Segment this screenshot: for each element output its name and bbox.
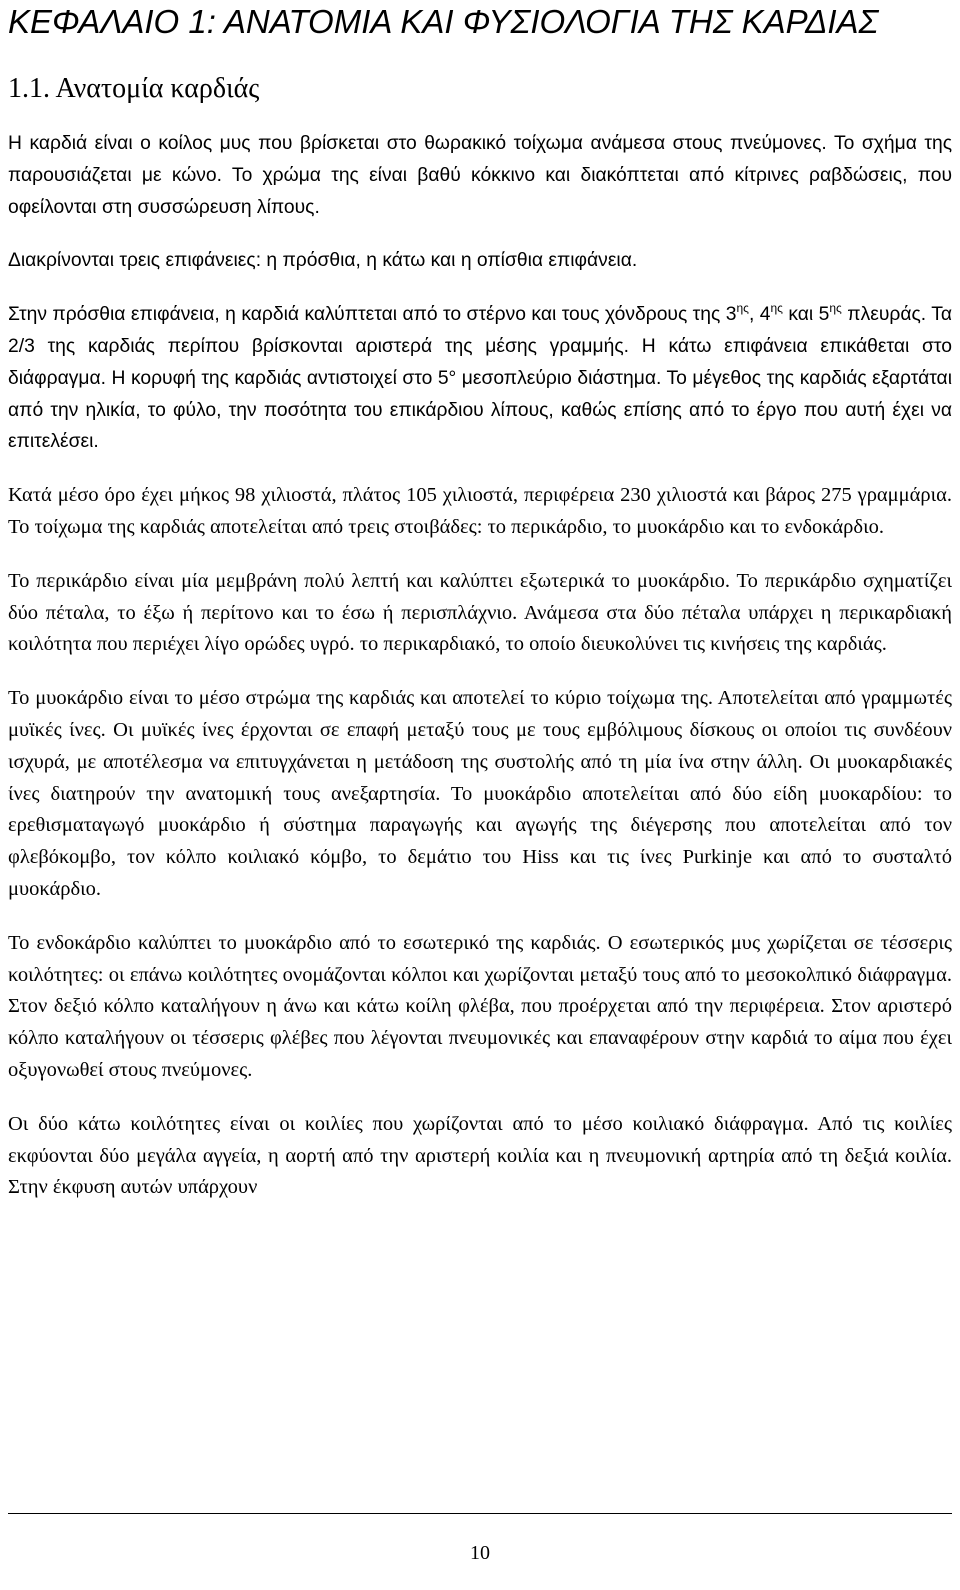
- paragraph-endocardium: Το ενδοκάρδιο καλύπτει το μυοκάρδιο από το εσωτερικό της καρδιάς. Ο εσωτερικός μυς χωρίζεται σε τέσσερις κοιλότητες: οι επάνω κοιλότητες ονομάζονται κόλποι και χωρίζονται μεταξύ τους από το μεσοκολπικό διάφραγμα. Στον δεξιό κόλπο καταλήγουν η άνω και κάτω κοίλη φλέβα, που προέρχεται από την περιφέρεια. Στον αριστερό κόλπο καταλήγουν οι τέσσερις φλέβες που λέγονται πνευμονικές και επαναφέρουν στην καρδιά το αίμα που έχει οξυγονωθεί στους πνεύμονες.: [8, 931, 952, 1081]
- p3-text-d: πλευράς. Τα 2/3 της καρδιάς περίπου βρίσκονται αριστερά της μέσης γραμμής. Η κάτω επιφάνεια επικάθεται στο διάφραγμα. Η κορυφή της καρδιάς αντιστοιχεί στο 5° μεσοπλεύριο διάστημα. Το μέγεθος της καρδιάς εξαρτάται από την ηλικία, το φύλο, την ποσότητα του επικάρδιου λίπους, καθώς επίσης από το έργο που αυτή έχει να επιτελέσει.: [8, 304, 953, 453]
- paragraph-myocardium: Το μυοκάρδιο είναι το μέσο στρώμα της καρδιάς και αποτελεί το κύριο τοίχωμα της. Αποτελείται από γραμμωτές μυϊκές ίνες. Οι μυϊκές ίνες έρχονται σε επαφή μεταξύ τους με τους εμβόλιμους δίσκους οι οποίοι τις συνδέουν ισχυρά, με αποτέλεσμα να επιτυγχάνεται η μετάδοση της συστολής από τη μία ίνα στην άλλη. Οι μυοκαρδιακές ίνες διατηρούν την ανατομική τους ανεξαρτησία. Το μυοκάρδιο αποτελείται από δύο είδη μυοκαρδίου: το ερεθισματαγωγό μυοκάρδιο ή σύστημα παραγωγής και αγωγής της διέγερσης που αποτελείται από τον φλεβόκομβο, τον κόλπο κοιλιακό κόμβο, το δεμάτιο του Hiss και τις ίνες Purkinje και από το συσταλτό μυοκάρδιο.: [8, 687, 952, 900]
- paragraph-intro: Η καρδιά είναι ο κοίλος μυς που βρίσκεται στο θωρακικό τοίχωμα ανάμεσα στους πνεύμονες. Το σχήμα της παρουσιάζεται με κώνο. Το χρώμα της είναι βαθύ κόκκινο και διακόπτεται από κίτρινες ραβδώσεις, που οφείλονται στη συσσώρευση λίπους.: [8, 133, 952, 218]
- paragraph-surfaces: Διακρίνονται τρεις επιφάνειες: η πρόσθια, η κάτω και η οπίσθια επιφάνεια.: [8, 250, 638, 272]
- footer-divider: [8, 1513, 952, 1514]
- p3-text-b: , 4: [748, 304, 771, 326]
- paragraph-anterior-surface: [8, 299, 952, 458]
- paragraph-ventricles: Οι δύο κάτω κοιλότητες είναι οι κοιλίες που χωρίζονται από το μέσο κοιλιακό διάφραγμα. Από τις κοιλίες εκφύονται δύο μεγάλα αγγεία, η αορτή από την αριστερή κοιλία και η πνευμονική αρτηρία από τη δεξιά κοιλία. Στην έκφυση αυτών υπάρχουν: [8, 1112, 952, 1199]
- section-heading: 1.1. Ανατομία καρδιάς: [8, 73, 260, 104]
- ordinal-superscript: ης: [770, 301, 783, 316]
- document-page: [8, 0, 952, 1226]
- paragraph-pericardium: Το περικάρδιο είναι μία μεμβράνη πολύ λεπτή και καλύπτει εξωτερικά το μυοκάρδιο. Το περικάρδιο σχηματίζει δύο πέταλα, το έξω ή περίτονο και το έσω ή περισπλάχνιο. Ανάμεσα στα δύο πέταλα υπάρχει η περικαρδιακή κοιλότητα που περιέχει λίγο ορώδες υγρό. το περικαρδιακό, το οποίο διευκολύνει τις κινήσεις της καρδιάς.: [8, 569, 952, 656]
- chapter-title: ΚΕΦΑΛΑΙΟ 1: ΑΝΑΤΟΜΙΑ ΚΑΙ ΦΥΣΙΟΛΟΓΙΑ ΤΗΣ ΚΑΡΔΙΑΣ: [8, 3, 879, 40]
- p3-text-c: και 5: [782, 304, 830, 326]
- ordinal-superscript: ης: [829, 301, 842, 316]
- p3-text-a: Στην πρόσθια επιφάνεια, η καρδιά καλύπτεται από το στέρνο και τους χόνδρους της 3: [8, 304, 737, 326]
- ordinal-superscript: ης: [736, 301, 749, 316]
- page-number: 10: [470, 1542, 490, 1564]
- paragraph-dimensions: Κατά μέσο όρο έχει μήκος 98 χιλιοστά, πλάτος 105 χιλιοστά, περιφέρεια 230 χιλιοστά και βάρος 275 γραμμάρια. Το τοίχωμα της καρδιάς αποτελείται από τρεις στοιβάδες: το περικάρδιο, το μυοκάρδιο και το ενδοκάρδιο.: [8, 484, 952, 538]
